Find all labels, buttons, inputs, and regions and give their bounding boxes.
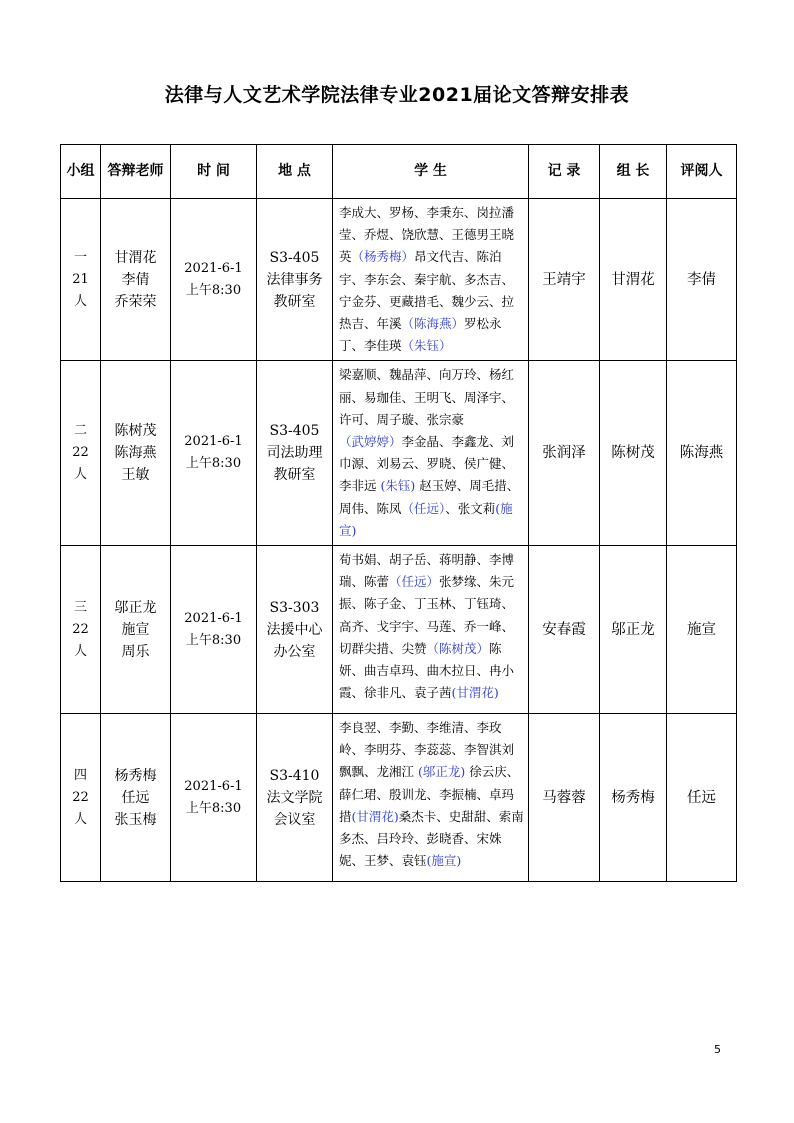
reviewer-cell: 陈海燕	[667, 361, 737, 546]
recorder-cell: 王靖宇	[529, 199, 600, 361]
assigned-reviewer: （武婷婷）	[339, 434, 402, 450]
teacher-name: 陈海燕	[114, 445, 157, 462]
defense-date: 2021-6-1	[184, 260, 243, 276]
defense-date: 2021-6-1	[184, 778, 243, 794]
students-cell	[333, 546, 529, 714]
location-text: S3-410法文学院会议室	[266, 767, 323, 828]
leader-cell: 甘渭花	[600, 199, 667, 361]
group-num: 四	[73, 767, 87, 783]
teachers-cell	[101, 361, 171, 546]
assigned-reviewer: (甘渭花)	[451, 685, 499, 701]
group-unit: 人	[73, 811, 87, 827]
teachers-cell	[101, 714, 171, 882]
group-cell	[61, 361, 101, 546]
header-location: 地 点	[257, 145, 333, 199]
student-names: 李金晶、李鑫龙、刘巾源、刘易云、罗晓、侯广健、李非远	[339, 434, 515, 494]
defense-time: 上午8:30	[185, 800, 242, 816]
assigned-reviewer: （杨秀梅）	[351, 249, 415, 265]
student-names: 昂文代吉、陈泊宇、李东会、秦宇航、多杰吉、宁金芬、更藏措毛、魏少云、拉热吉、年溪	[339, 249, 515, 332]
page-number: 5	[714, 1043, 721, 1056]
leader-cell: 陈树茂	[600, 361, 667, 546]
reviewer-cell: 施宣	[667, 546, 737, 714]
students-cell	[333, 361, 529, 546]
reviewer-cell: 任远	[667, 714, 737, 882]
assigned-reviewer: （任远）	[389, 574, 440, 590]
recorder-cell: 安春霞	[529, 546, 600, 714]
location-cell	[257, 199, 333, 361]
table-row	[61, 714, 737, 882]
defense-time: 上午8:30	[185, 456, 242, 472]
student-names: 、张文莉	[445, 500, 496, 516]
assigned-reviewer: (甘渭花)	[351, 808, 399, 824]
students-cell	[333, 714, 529, 882]
defense-date: 2021-6-1	[184, 434, 243, 450]
student-names: 赵玉婷、周毛措、周伟、陈凤	[339, 478, 520, 516]
table-row	[61, 546, 737, 714]
location-cell	[257, 546, 333, 714]
teacher-name: 乔荣荣	[114, 293, 157, 310]
teacher-name: 任远	[121, 789, 150, 806]
time-cell	[171, 714, 257, 882]
defense-time: 上午8:30	[185, 632, 242, 648]
group-num: 二	[73, 423, 87, 439]
student-names: 徐云庆、薛仁珺、殷训龙、李振楠、卓玛措	[339, 764, 520, 824]
header-students: 学 生	[333, 145, 529, 199]
reviewer-cell: 李倩	[667, 199, 737, 361]
group-cell	[61, 546, 101, 714]
header-reviewer: 评阅人	[667, 145, 737, 199]
recorder-cell: 张润泽	[529, 361, 600, 546]
assigned-reviewer: (施宣)	[426, 853, 462, 869]
location-cell	[257, 714, 333, 882]
table-row	[61, 199, 737, 361]
table-row	[61, 361, 737, 546]
teacher-name: 邬正龙	[114, 599, 157, 616]
assigned-reviewer: （任远）	[401, 500, 446, 516]
student-names: 梁嘉顺、魏晶萍、向万玲、杨红丽、易珈佳、王明飞、周泽宇、许可、周子璇、张宗豪	[339, 367, 515, 427]
defense-date: 2021-6-1	[184, 610, 243, 626]
time-cell	[171, 199, 257, 361]
teachers-cell	[101, 199, 171, 361]
student-names: 桑杰卡、史甜甜、索南多杰、吕玲玲、彭晓香、宋姝妮、王梦、袁钰	[339, 808, 524, 869]
teacher-name: 甘渭花	[114, 249, 157, 266]
student-names: 荀书娟、胡子岳、蒋明静、李博瑞、陈蕾	[339, 552, 515, 590]
group-num: 一	[73, 249, 87, 265]
assigned-reviewer: (施宣)	[339, 500, 513, 538]
teacher-name: 周乐	[121, 643, 150, 660]
teacher-name: 王敏	[121, 467, 150, 484]
group-count: 21	[72, 271, 89, 287]
teachers-cell	[101, 546, 171, 714]
student-names: 陈妍、曲吉卓玛、曲木拉日、冉小霞、徐非凡、袁子茜	[339, 640, 515, 701]
teacher-name: 李倩	[121, 271, 150, 288]
teacher-name: 陈树茂	[114, 423, 157, 440]
group-unit: 人	[73, 293, 87, 309]
students-cell	[333, 199, 529, 361]
time-cell	[171, 546, 257, 714]
student-names: 罗松永丁、李佳瑛	[339, 316, 502, 354]
document-title: 法律与人文艺术学院法律专业2021届论文答辩安排表	[164, 84, 630, 106]
group-count: 22	[72, 621, 89, 637]
leader-cell: 杨秀梅	[600, 714, 667, 882]
location-text: S3-405司法助理教研室	[266, 423, 323, 484]
location-text: S3-405法律事务教研室	[266, 249, 323, 310]
leader-cell: 邬正龙	[600, 546, 667, 714]
teacher-name: 杨秀梅	[114, 767, 157, 784]
group-num: 三	[73, 599, 87, 615]
recorder-cell: 马蓉蓉	[529, 714, 600, 882]
student-names: 李良翌、李勤、李维清、李玫岭、李明芬、李蕊蕊、李智淇刘飘飘、龙湘江	[339, 720, 515, 780]
teacher-name: 施宣	[121, 621, 150, 638]
student-names: 李成大、罗杨、李秉东、岗拉潘莹、乔煜、饶欣慧、王德男王晓英	[339, 205, 515, 265]
teacher-name: 张玉梅	[114, 811, 157, 828]
header-recorder: 记 录	[529, 145, 600, 199]
group-cell	[61, 199, 101, 361]
header-leader: 组 长	[600, 145, 667, 199]
location-cell	[257, 361, 333, 546]
assigned-reviewer: (朱钰)	[380, 478, 416, 494]
location-text: S3-303法援中心办公室	[266, 599, 323, 660]
header-group: 小组	[61, 145, 101, 199]
table-header-row	[61, 145, 737, 199]
header-time: 时 间	[171, 145, 257, 199]
defense-schedule-table	[60, 144, 737, 882]
assigned-reviewer: （陈海燕）	[401, 316, 465, 332]
group-cell	[61, 714, 101, 882]
header-teachers: 答辩老师	[101, 145, 171, 199]
assigned-reviewer: （陈树茂）	[426, 640, 490, 656]
defense-time: 上午8:30	[185, 282, 242, 298]
group-count: 22	[72, 445, 89, 461]
group-unit: 人	[73, 467, 87, 483]
group-unit: 人	[73, 643, 87, 659]
time-cell	[171, 361, 257, 546]
student-names: 张梦缘、朱元振、陈子金、丁玉林、丁钰琦、高齐、戈宇宇、马莲、乔一峰、切群尖措、尖赞	[339, 574, 515, 656]
group-count: 22	[72, 789, 89, 805]
assigned-reviewer: (邬正龙)	[417, 764, 466, 780]
assigned-reviewer: （朱钰）	[401, 338, 452, 354]
